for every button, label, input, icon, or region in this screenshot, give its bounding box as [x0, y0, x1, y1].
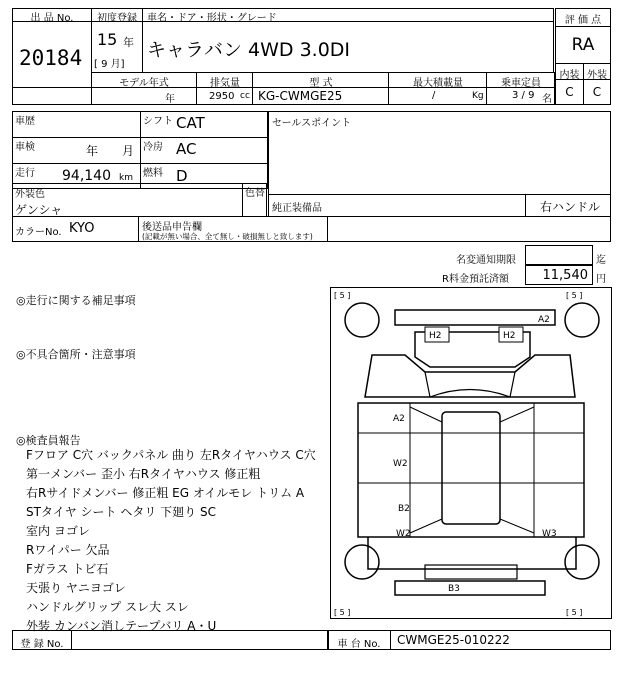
- pillar-lines: [425, 372, 515, 397]
- reg-no-label-cell: [12, 630, 72, 650]
- lot-number-cell: [12, 21, 92, 88]
- name-label-cell: [142, 8, 554, 22]
- windshield-curve: [430, 390, 510, 398]
- inspector-line: 第一メンバー 歪小 右Rタイヤハウス 修正粗: [26, 467, 261, 481]
- capacity-value: 3 / 9: [512, 90, 535, 101]
- first-reg-label: 初度登録: [97, 13, 137, 24]
- lot-label: 出 品 No.: [30, 13, 74, 24]
- main-body: [358, 403, 584, 537]
- reg-no-value-cell: [71, 630, 329, 650]
- eval-label-cell: [555, 8, 611, 27]
- tire-label-tr: [ 5 ]: [566, 291, 583, 300]
- first-reg-cell: [91, 21, 143, 73]
- inspection-label: 車検: [15, 142, 35, 153]
- diagram-mark: B3: [448, 584, 460, 594]
- mileage-value: 94,140: [62, 168, 111, 184]
- cab-body: [365, 355, 575, 397]
- meigi-label: 名変通知期限: [456, 255, 516, 266]
- diagram-mark: W2: [393, 459, 408, 469]
- shift-value: CAT: [176, 114, 205, 132]
- rear-body: [368, 537, 576, 569]
- tire-label-bl: [ 5 ]: [334, 608, 351, 617]
- blank-equipment-cell: [327, 216, 611, 242]
- roof-panel: [442, 412, 500, 524]
- recycle-value: 11,540: [542, 268, 588, 283]
- color-change-label: 色替: [245, 188, 265, 199]
- displacement-value: 2950: [209, 91, 235, 102]
- inspection-month-unit: 月: [122, 144, 135, 158]
- type-label: 型 式: [309, 78, 333, 89]
- ac-value: AC: [176, 140, 197, 158]
- steering-value: 右ハンドル: [540, 200, 601, 214]
- inspector-title: ◎検査員報告: [16, 434, 81, 447]
- eval-label: 評 価 点: [564, 15, 602, 26]
- ac-label: 冷房: [143, 142, 163, 153]
- name-label: 車名・ドア・形状・グレード: [147, 13, 277, 24]
- inspector-line: 外装 カンバン消しテープバリ A・U: [26, 619, 217, 633]
- meigi-unit: 迄: [596, 255, 606, 266]
- reg-no-label: 登 録 No.: [20, 639, 64, 650]
- fuel-value: D: [176, 167, 188, 185]
- aftermarket-cell: [138, 216, 328, 242]
- color-no-value: KYO: [69, 221, 95, 236]
- interior-label: 内装: [559, 70, 580, 81]
- tire-label-br: [ 5 ]: [566, 608, 583, 617]
- color-no-label: カラーNo.: [15, 227, 62, 238]
- defects-title: ◎不具合箇所・注意事項: [16, 348, 136, 361]
- reg-year: 15: [97, 30, 118, 49]
- spec-blank-cell: [12, 87, 92, 105]
- genuine-equipment-label: 純正装備品: [272, 203, 322, 214]
- max-load-value: /: [432, 90, 436, 101]
- max-load-label: 最大積載量: [413, 78, 463, 89]
- model-year-unit: 年: [165, 94, 175, 105]
- history-label: 車歴: [15, 116, 35, 127]
- wheel-front-left: [345, 303, 379, 337]
- inspector-line: 天張り ヤニヨゴレ: [26, 581, 126, 595]
- diagram-mark: H2: [429, 331, 442, 341]
- rear-door-panel: [425, 565, 517, 579]
- inspection-year-unit: 年: [86, 144, 99, 158]
- lot-number: 20184: [19, 46, 83, 70]
- first-reg-label-cell: [91, 8, 143, 22]
- inspector-line: Fガラス トビ石: [26, 562, 109, 576]
- exterior-grade-cell: [583, 79, 611, 105]
- wheel-rear-left: [345, 545, 379, 579]
- exterior-color-cell: [12, 183, 267, 217]
- diagram-mark: H2: [503, 331, 516, 341]
- wheel-rear-right: [565, 545, 599, 579]
- recycle-unit: 円: [596, 274, 606, 285]
- meigi-value-cell: [525, 245, 593, 265]
- aftermarket-label: 後送品申告欄: [142, 222, 202, 233]
- inspector-line: ハンドルグリップ スレ大 スレ: [26, 600, 189, 614]
- sales-point-label: セールスポイント: [272, 118, 352, 129]
- diagram-mark: W2: [396, 529, 411, 539]
- tire-label-tl: [ 5 ]: [334, 291, 351, 300]
- rear-bumper: [395, 581, 545, 595]
- roof-diagonals: [410, 407, 534, 533]
- chassis-label: 車 台 No.: [337, 639, 381, 650]
- supplement-title: ◎走行に関する補足事項: [16, 294, 136, 307]
- reg-month: [ 9 月]: [94, 59, 125, 70]
- reg-year-unit: 年: [123, 36, 134, 49]
- inspector-line: 室内 ヨゴレ: [26, 524, 90, 538]
- exterior-color-value: ゲンシャ: [15, 203, 63, 217]
- sales-point-cell: [268, 111, 611, 195]
- score-value: RA: [571, 35, 595, 55]
- lot-label-cell: [12, 8, 92, 22]
- exterior-grade: C: [592, 85, 602, 99]
- mileage-label: 走行: [15, 168, 35, 179]
- diagram-mark: W3: [542, 529, 557, 539]
- car-name-cell: [142, 21, 554, 73]
- front-bumper: [395, 310, 555, 325]
- inspector-lines: [26, 446, 326, 636]
- displacement-unit: cc: [240, 91, 250, 101]
- exterior-color-label: 外装色: [15, 189, 45, 200]
- chassis-no: CWMGE25-010222: [397, 633, 510, 647]
- aftermarket-note: (記載が無い場合、全て無し・破損無しと致します): [142, 232, 313, 241]
- inspector-line: 右Rサイドメンバー 修正粗 EG オイルモレ トリム A: [26, 486, 305, 500]
- capacity-label: 乗車定員: [501, 78, 541, 89]
- inspector-line: Fフロア C穴 バックパネル 曲り 左Rタイヤハウス C穴: [26, 448, 316, 462]
- max-load-unit: Kg: [472, 91, 484, 101]
- inspector-line: STタイヤ シート ヘタリ 下廻り SC: [26, 505, 216, 519]
- capacity-unit: 名: [542, 94, 552, 105]
- exterior-label: 外装: [587, 70, 607, 81]
- inspector-line: Rワイパー 欠品: [26, 543, 110, 557]
- mileage-unit: km: [119, 173, 133, 183]
- recycle-value-cell: [525, 265, 593, 285]
- vehicle-damage-diagram: [330, 287, 612, 619]
- interior-grade-cell: [555, 79, 584, 105]
- exterior-label-cell: [583, 63, 611, 80]
- displacement-label: 排気量: [210, 78, 240, 89]
- wheel-front-right: [565, 303, 599, 337]
- chassis-label-cell: [327, 630, 391, 650]
- shift-label: シフト: [143, 116, 173, 127]
- chassis-value-cell: [390, 630, 611, 650]
- recycle-label: R料金預託済額: [442, 274, 509, 285]
- diagram-mark: B2: [398, 504, 410, 514]
- score-cell: [555, 26, 611, 64]
- type-value: KG-CWMGE25: [258, 89, 343, 103]
- interior-grade: C: [565, 85, 574, 99]
- color-no-cell: [12, 216, 139, 242]
- model-year-label: モデル年式: [119, 78, 169, 89]
- fuel-label: 燃料: [143, 168, 163, 179]
- diagram-mark: A2: [538, 315, 550, 325]
- interior-label-cell: [555, 63, 584, 80]
- diagram-mark: A2: [393, 414, 405, 424]
- car-name: キャラバン 4WD 3.0DI: [147, 39, 351, 61]
